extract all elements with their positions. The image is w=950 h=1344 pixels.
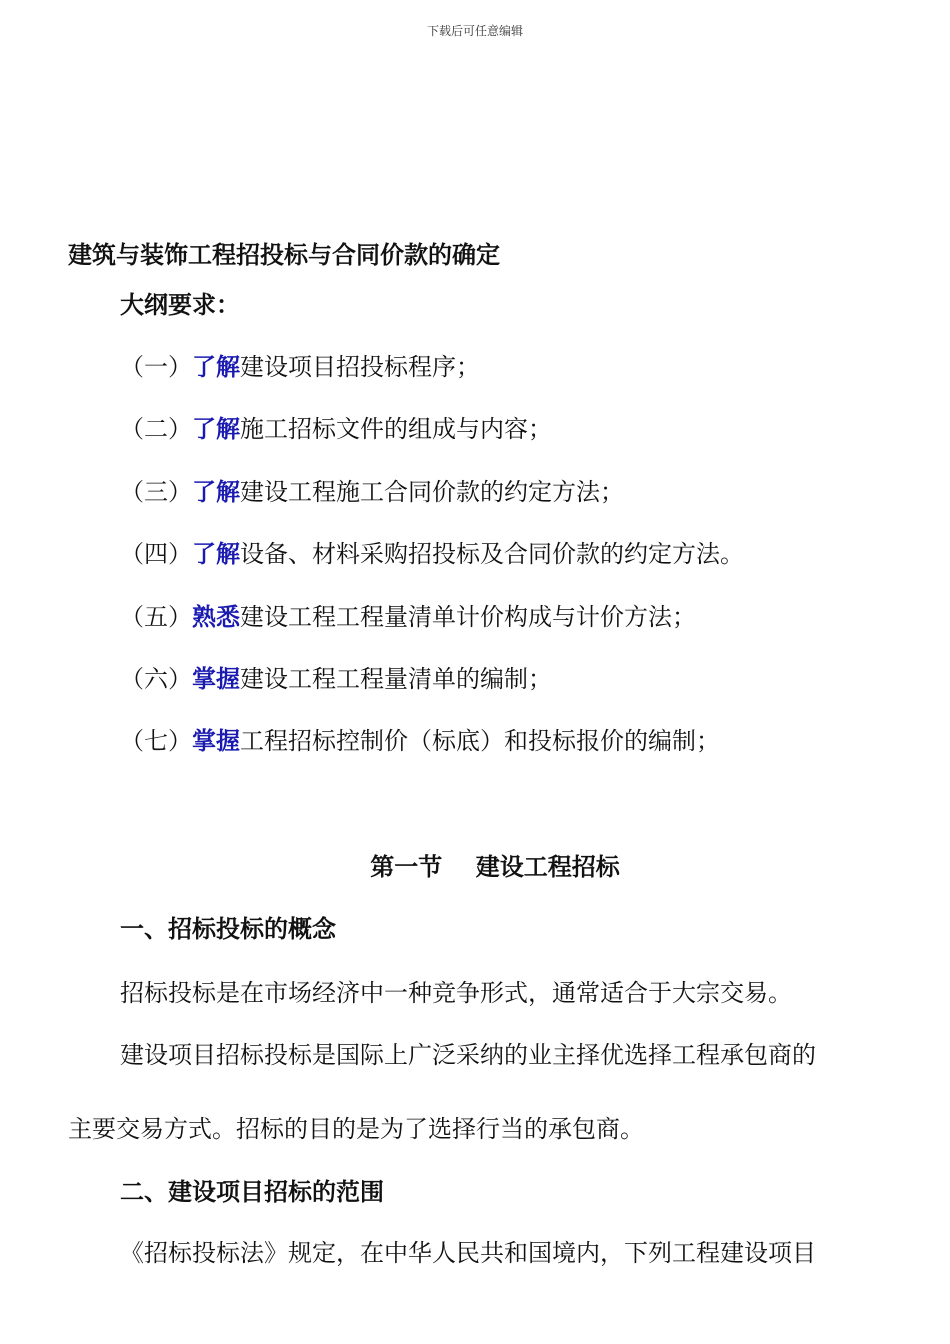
requirement-text: 建设工程施工合同价款的约定方法； (240, 478, 624, 506)
document-title: 建筑与装饰工程招投标与合同价款的确定 (68, 241, 500, 269)
subsection-heading: 一、招标投标的概念 (120, 915, 336, 943)
paragraph: 《招标投标法》规定，在中华人民共和国境内，下列工程建设项目 (120, 1239, 816, 1267)
paragraph-line: 主要交易方式。招标的目的是为了选择行当的承包商。 (68, 1115, 644, 1143)
requirement-prefix: （六） (120, 665, 192, 693)
requirement-item (120, 662, 552, 696)
requirement-text: 工程招标控制价（标底）和投标报价的编制； (240, 727, 720, 755)
section-title: 第一节 建设工程招标 (370, 853, 620, 881)
requirement-prefix: （一） (120, 353, 192, 381)
requirement-item (120, 600, 696, 634)
requirement-item (120, 475, 624, 509)
paragraph-line: 建设项目招标投标是国际上广泛采纳的业主择优选择工程承包商的 (120, 1041, 816, 1069)
subsection-heading: 二、建设项目招标的范围 (120, 1178, 384, 1206)
requirement-prefix: （二） (120, 415, 192, 443)
requirement-keyword: 了解 (192, 415, 240, 443)
requirement-item (120, 350, 480, 384)
requirement-text: 建设工程工程量清单计价构成与计价方法； (240, 603, 696, 631)
requirement-prefix: （五） (120, 603, 192, 631)
requirement-prefix: （四） (120, 540, 192, 568)
requirement-prefix: （三） (120, 478, 192, 506)
requirement-item (120, 537, 744, 571)
requirement-keyword: 了解 (192, 540, 240, 568)
requirement-item (120, 412, 552, 446)
requirement-keyword: 了解 (192, 478, 240, 506)
requirement-text: 施工招标文件的组成与内容； (240, 415, 552, 443)
paragraph: 招标投标是在市场经济中一种竞争形式，通常适合于大宗交易。 (120, 979, 792, 1007)
requirement-keyword: 了解 (192, 353, 240, 381)
requirement-keyword: 掌握 (192, 665, 240, 693)
header-note: 下载后可任意编辑 (426, 24, 523, 38)
requirement-prefix: （七） (120, 727, 192, 755)
requirement-text: 设备、材料采购招投标及合同价款的约定方法。 (240, 540, 744, 568)
requirement-text: 建设项目招投标程序； (240, 353, 480, 381)
requirement-item (120, 724, 720, 758)
requirement-keyword: 掌握 (192, 727, 240, 755)
requirement-keyword: 熟悉 (192, 603, 240, 631)
requirement-text: 建设工程工程量清单的编制； (240, 665, 552, 693)
outline-heading: 大纲要求： (120, 291, 240, 319)
